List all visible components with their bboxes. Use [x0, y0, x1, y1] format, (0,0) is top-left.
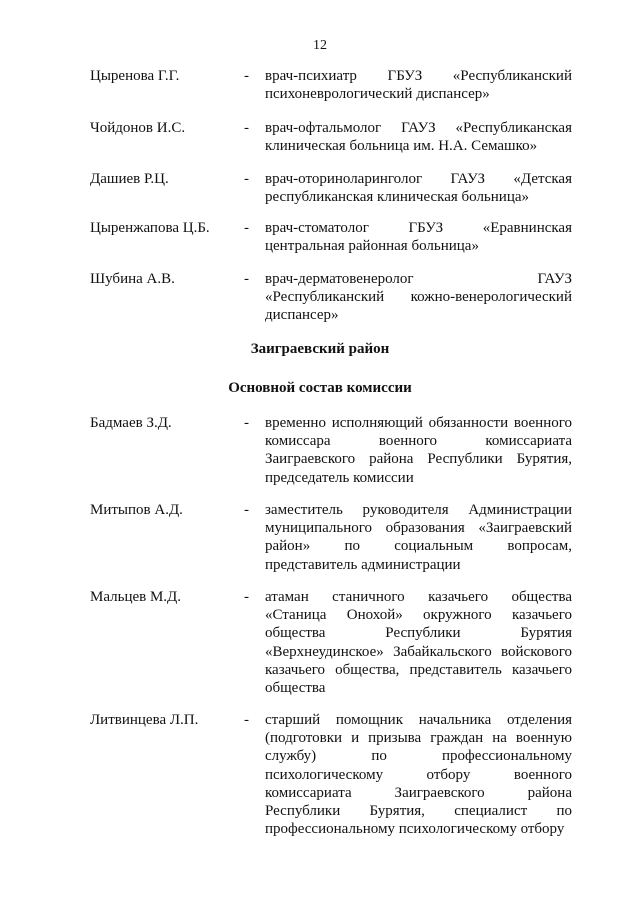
- member-name: Дашиев Р.Ц.: [90, 171, 169, 187]
- member-name: Шубина А.В.: [90, 271, 175, 287]
- member-name: Чойдонов И.С.: [90, 120, 186, 136]
- member-name: Цыренжапова Ц.Б.: [90, 220, 210, 236]
- district-heading: Заиграевский район: [250, 341, 390, 357]
- member-name: Литвинцева Л.П.: [90, 712, 199, 728]
- member-name: Митыпов А.Д.: [90, 502, 183, 518]
- separator-dash: -: [244, 502, 249, 518]
- member-role: временно исполняющий обязанности военного комиссара военного комиссариата Заиграевского района Республики Бурятия, председатель комиссии: [265, 415, 572, 486]
- member-role: врач-оториноларинголог ГАУЗ «Детская республиканская клиническая больница»: [265, 171, 572, 206]
- member-role: врач-офтальмолог ГАУЗ «Республиканская клиническая больница им. Н.А. Семашко»: [265, 120, 572, 155]
- member-role: старший помощник начальника отделения (подготовки и призыва граждан на военную службу) по профессиональному психологическому отбору военного комиссариата Заиграевского района Республики Бурятия, специалист по профессиональному психологическому отбору: [265, 712, 572, 838]
- separator-dash: -: [244, 415, 249, 431]
- member-role: врач-стоматолог ГБУЗ «Еравнинская центральная районная больница»: [265, 220, 572, 255]
- member-role: врач-психиатр ГБУЗ «Республиканский психоневрологический диспансер»: [265, 68, 572, 103]
- page-number: 12: [313, 38, 327, 53]
- member-name: Бадмаев З.Д.: [90, 415, 172, 431]
- member-role: атаман станичного казачьего общества «Станица Онохой» окружного казачьего общества Республики Бурятия «Верхнеудинское» Забайкальского войскового казачьего общества, представитель казачьего общества: [265, 589, 572, 697]
- separator-dash: -: [244, 271, 249, 287]
- separator-dash: -: [244, 120, 249, 136]
- member-name: Мальцев М.Д.: [90, 589, 182, 605]
- separator-dash: -: [244, 68, 249, 84]
- member-role: врач-дерматовенеролог ГАУЗ «Республиканский кожно-венерологический диспансер»: [265, 271, 572, 324]
- separator-dash: -: [244, 589, 249, 605]
- separator-dash: -: [244, 171, 249, 187]
- section-heading: Основной состав комиссии: [228, 380, 412, 396]
- separator-dash: -: [244, 220, 249, 236]
- separator-dash: -: [244, 712, 249, 728]
- member-name: Цыренова Г.Г.: [90, 68, 180, 84]
- member-role: заместитель руководителя Администрации муниципального образования «Заиграевский район» по социальным вопросам, представитель администрации: [265, 502, 572, 573]
